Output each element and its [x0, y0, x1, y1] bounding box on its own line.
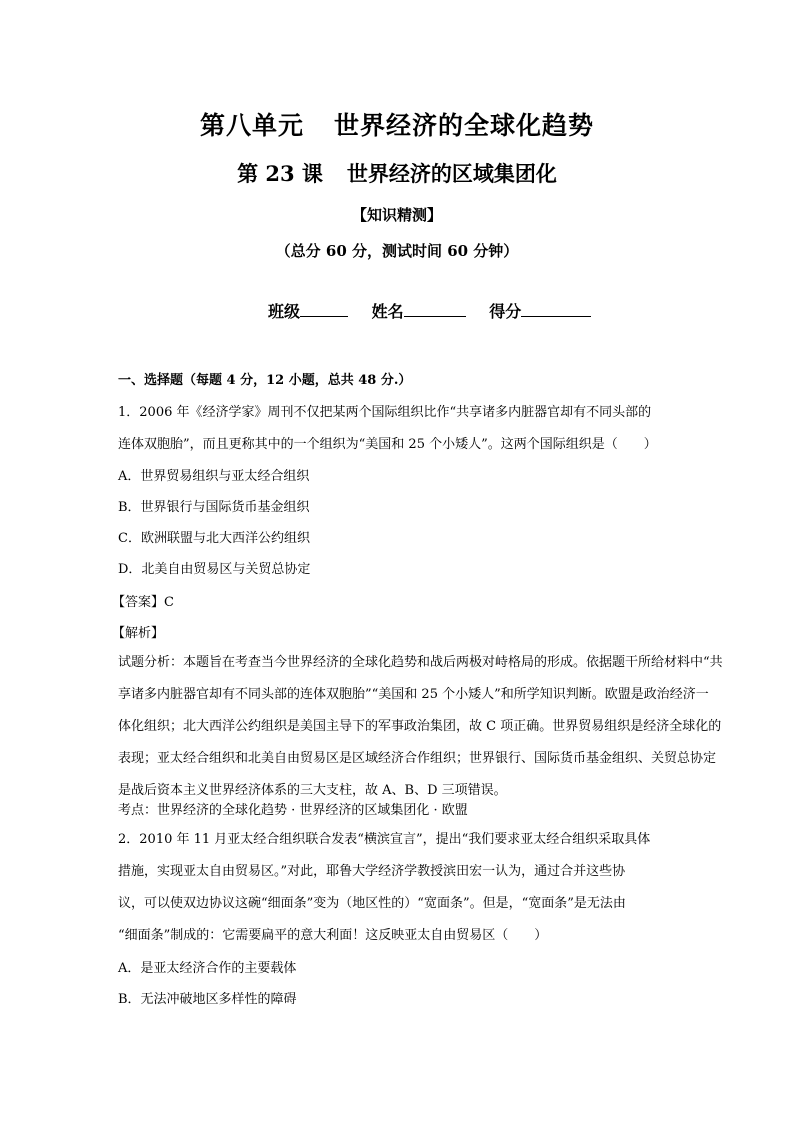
q1-analysis-label: 【解析】 [112, 626, 165, 641]
class-blank[interactable] [300, 302, 348, 317]
q1-answer: 【答案】C [112, 595, 174, 610]
analysis-line: 是战后资本主义世界经济体系的三大支柱，故 A、B、D 三项错误。 [118, 783, 507, 798]
lesson-title: 第 23 课 世界经济的区域集团化 [237, 161, 557, 186]
analysis-line: 试题分析：本题旨在考查当今世界经济的全球化趋势和战后两极对峙格局的形成。依据题干所给材料中“共 [118, 655, 723, 670]
q2-stem-line1: 2．2010 年 11 月亚太经合组织联合发表“横滨宣言”，提出“我们要求亚太经合组织采取具体 [118, 832, 651, 847]
section-label: 【知识精测】 [351, 206, 442, 224]
q1-option-c: C．欧洲联盟与北大西洋公约组织 [118, 531, 310, 546]
score-field: 得分 [489, 299, 591, 322]
class-field: 班级 [268, 299, 348, 322]
q1-option-d: D．北美自由贸易区与关贸总协定 [118, 562, 311, 577]
section-heading: 一、选择题（每题 4 分，12 小题，总共 48 分.） [118, 373, 412, 388]
name-field: 姓名 [372, 299, 466, 322]
score-blank[interactable] [521, 302, 591, 317]
analysis-line: 表现；亚太经合组织和北美自由贸易区是区域经济合作组织；世界银行、国际货币基金组织、关贸总协定 [118, 751, 717, 766]
name-blank[interactable] [404, 302, 466, 317]
q2-stem-line4: “细面条”制成的：它需要扁平的意大利面！这反映亚太自由贸易区（ ） [118, 928, 548, 943]
q1-stem-line1: 1．2006 年《经济学家》周刊不仅把某两个国际组织比作“共享诸多内脏器官却有不同头部的 [118, 405, 652, 420]
q1-option-a: A．世界贸易组织与亚太经合组织 [118, 469, 310, 484]
score-info: （总分 60 分，测试时间 60 分钟） [275, 242, 519, 260]
q1-kaodian: 考点：世界经济的全球化趋势 · 世界经济的区域集团化 · 欧盟 [118, 803, 468, 818]
q2-stem-line3: 议，可以使双边协议这碗“细面条”变为（地区性的）“宽面条”。但是，“宽面条”是无法由 [118, 896, 626, 911]
student-info-fields [268, 299, 609, 322]
q2-stem-line2: 措施，实现亚太自由贸易区。”对此，耶鲁大学经济学教授滨田宏一认为，通过合并这些协 [118, 864, 626, 879]
q1-analysis-text [118, 647, 768, 807]
q1-stem-line2: 连体双胞胎”，而且更称其中的一个组织为“美国和 25 个小矮人”。这两个国际组织是（ ） [118, 437, 657, 452]
analysis-line: 体化组织；北大西洋公约组织是美国主导下的军事政治集团，故 C 项正确。世界贸易组织是经济全球化的 [118, 719, 722, 734]
q2-option-b: B．无法冲破地区多样性的障碍 [118, 992, 297, 1007]
q1-option-b: B．世界银行与国际货币基金组织 [118, 500, 310, 515]
unit-title: 第八单元 世界经济的全球化趋势 [199, 111, 595, 140]
q2-option-a: A．是亚太经济合作的主要载体 [118, 961, 297, 976]
analysis-line: 享诸多内脏器官却有不同头部的连体双胞胎”“美国和 25 个小矮人”和所学知识判断。欧盟是政治经济一 [118, 687, 709, 702]
